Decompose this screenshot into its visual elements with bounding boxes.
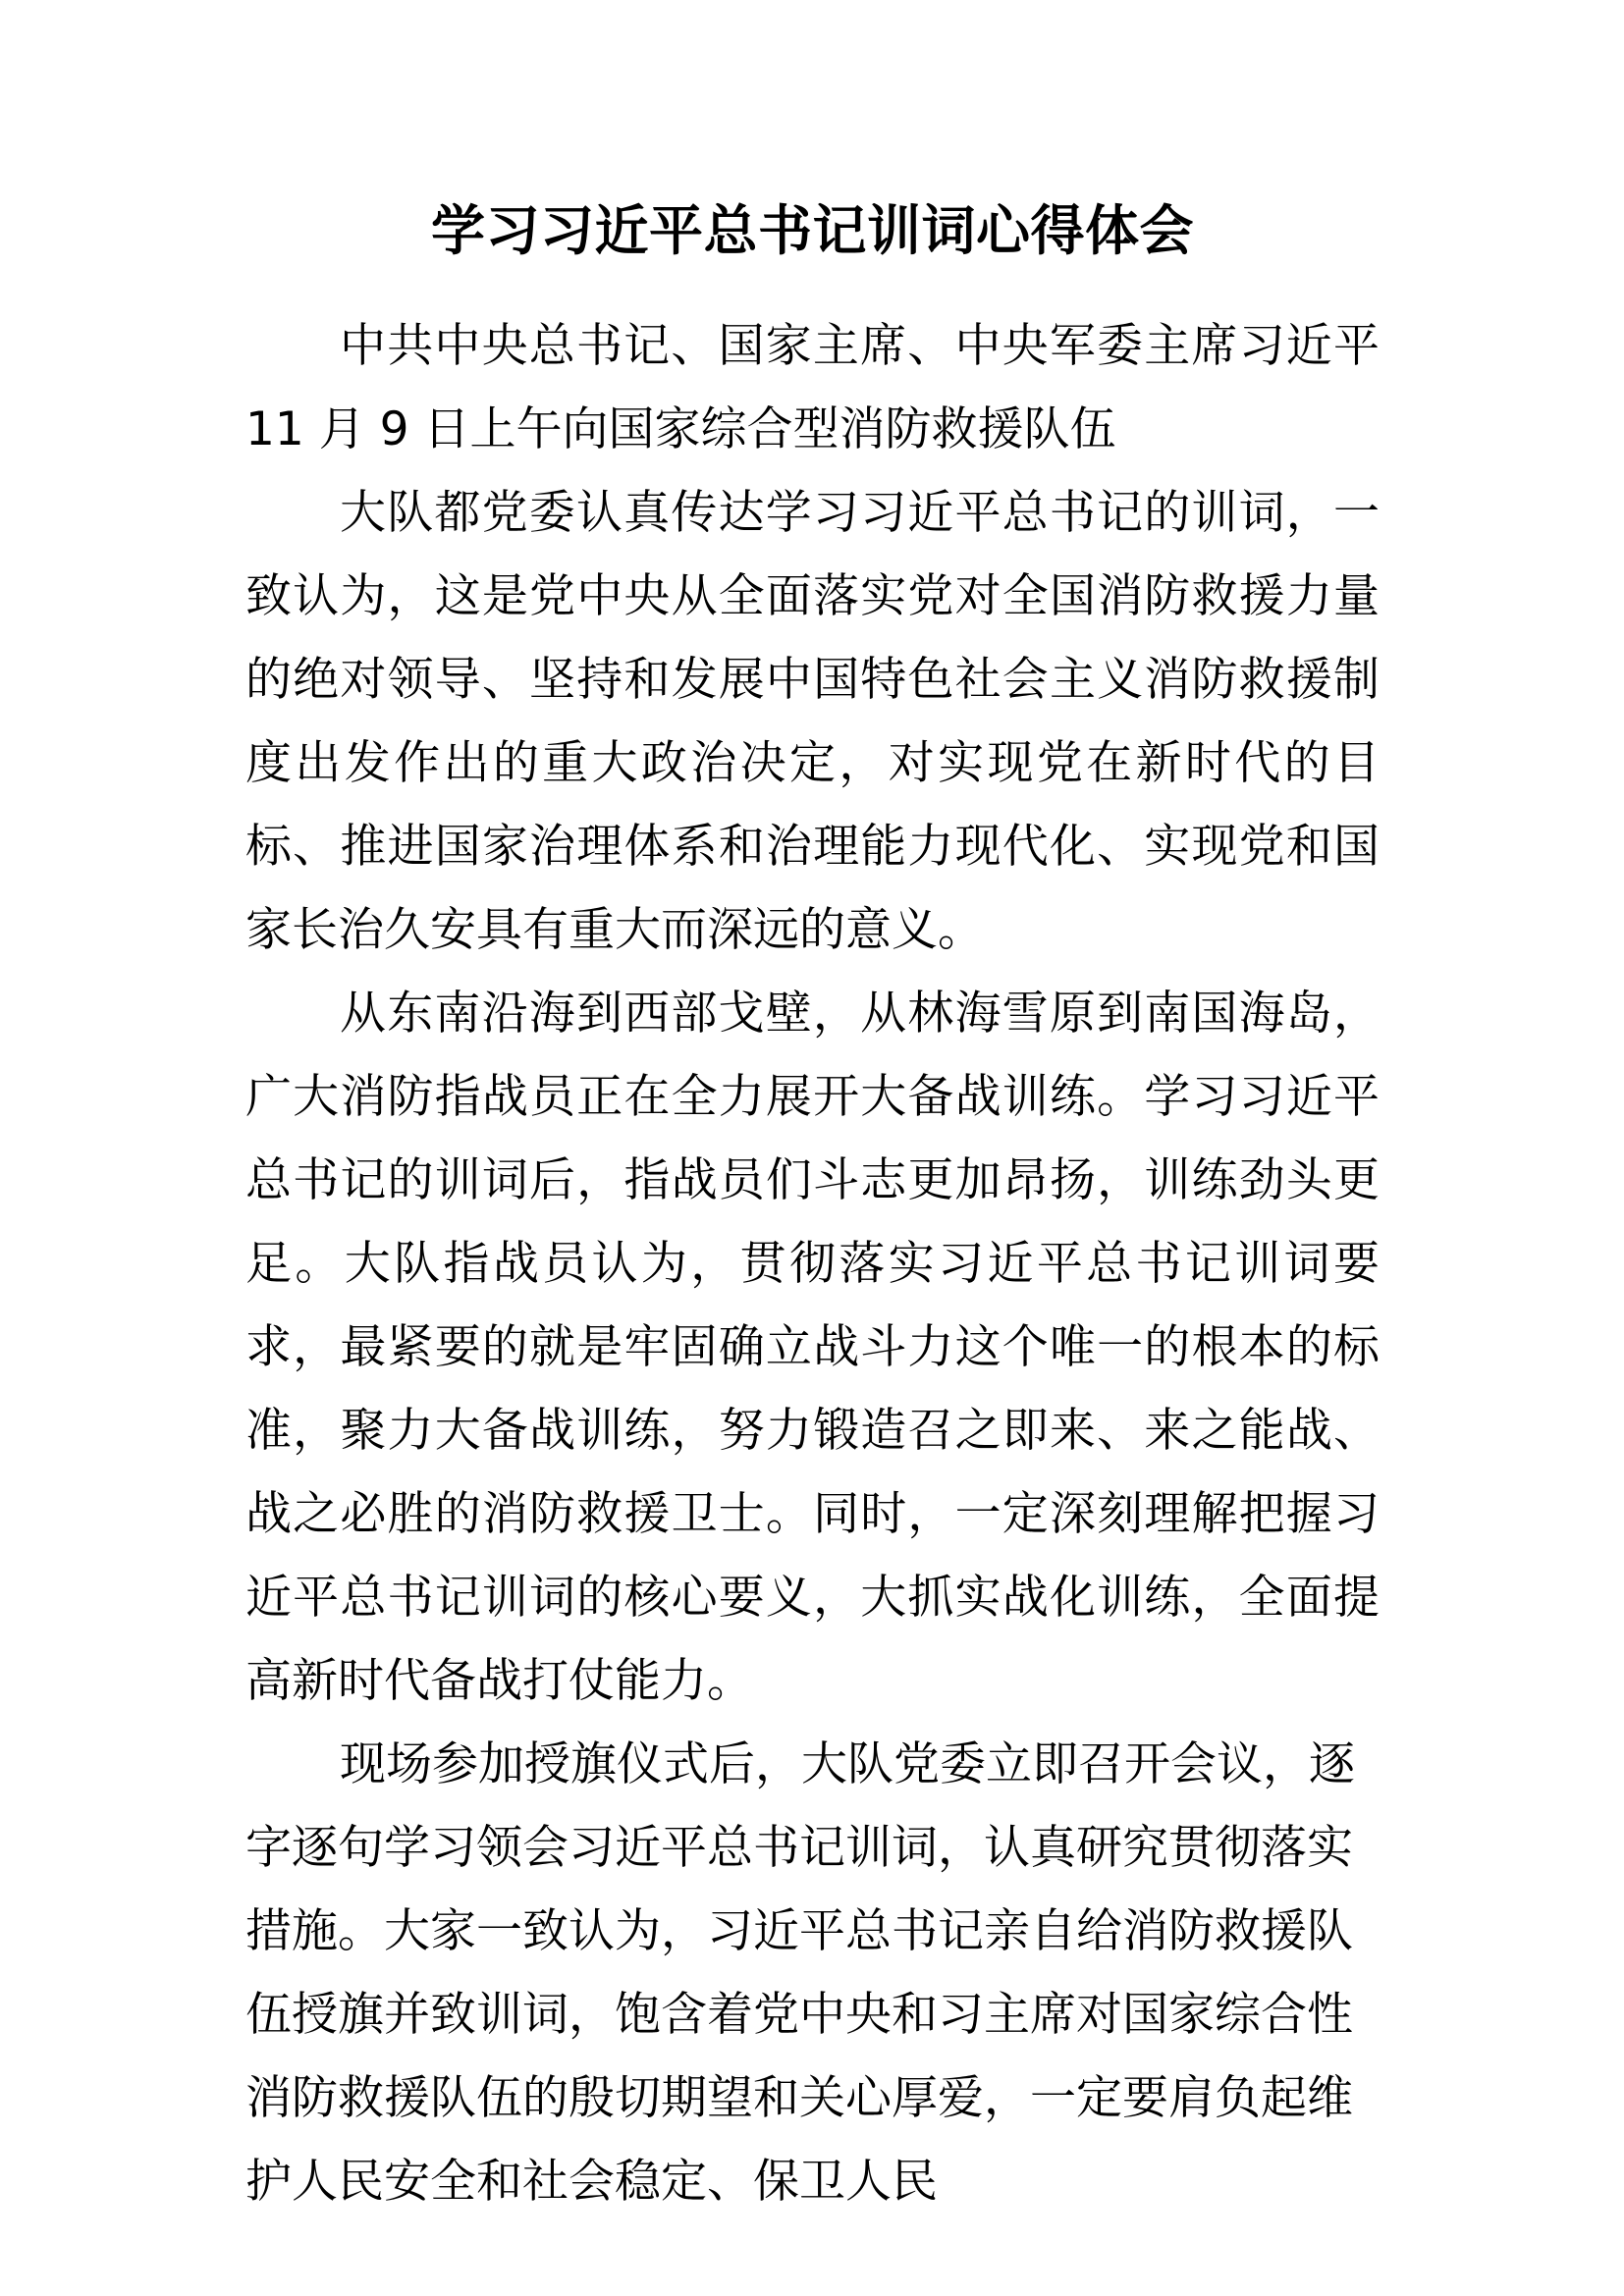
page-title: 学习习近平总书记训词心得体会 [430, 199, 1194, 262]
paragraph: 从东南沿海到西部戈壁，从林海雪原到南国海岛，广大消防指战员正在全力展开大备战训练。学习习近平总书记的训词后，指战员们斗志更加昂扬，训练劲头更足。大队指战员认为，贯彻落实习近平总书记训词要求，最紧要的就是牢固确立战斗力这个唯一的根本的标准，聚力大备战训练，努力锻造召之即来、来之能战、战之必胜的消防救援卫士。同时，一定深刻理解把握习近平总书记训词的核心要义，大抓实战化训练，全面提高新时代备战打仗能力。 [245, 987, 1380, 1708]
page-content-area [245, 0, 1380, 2223]
document-body [245, 304, 1380, 2223]
paragraph: 现场参加授旗仪式后，大队党委立即召开会议，逐字逐句学习领会习近平总书记训词，认真研究贯彻落实措施。大家一致认为，习近平总书记亲自给消防救援队伍授旗并致训词，饱含着党中央和习主席对国家综合性消防救援队伍的殷切期望和关心厚爱，一定要肩负起维护人民安全和社会稳定、保卫人民 [245, 1737, 1355, 2209]
paragraph: 中共中央总书记、国家主席、中央军委主席习近平 11 月 9 日上午向国家综合型消防救援队伍 [245, 319, 1380, 456]
paragraph: 大队都党委认真传达学习习近平总书记的训词，一致认为，这是党中央从全面落实党对全国消防救援力量的绝对领导、坚持和发展中国特色社会主义消防救援制度出发作出的重大政治决定，对实现党在新时代的目标、推进国家治理体系和治理能力现代化、实现党和国家长治久安具有重大而深远的意义。 [245, 486, 1380, 957]
